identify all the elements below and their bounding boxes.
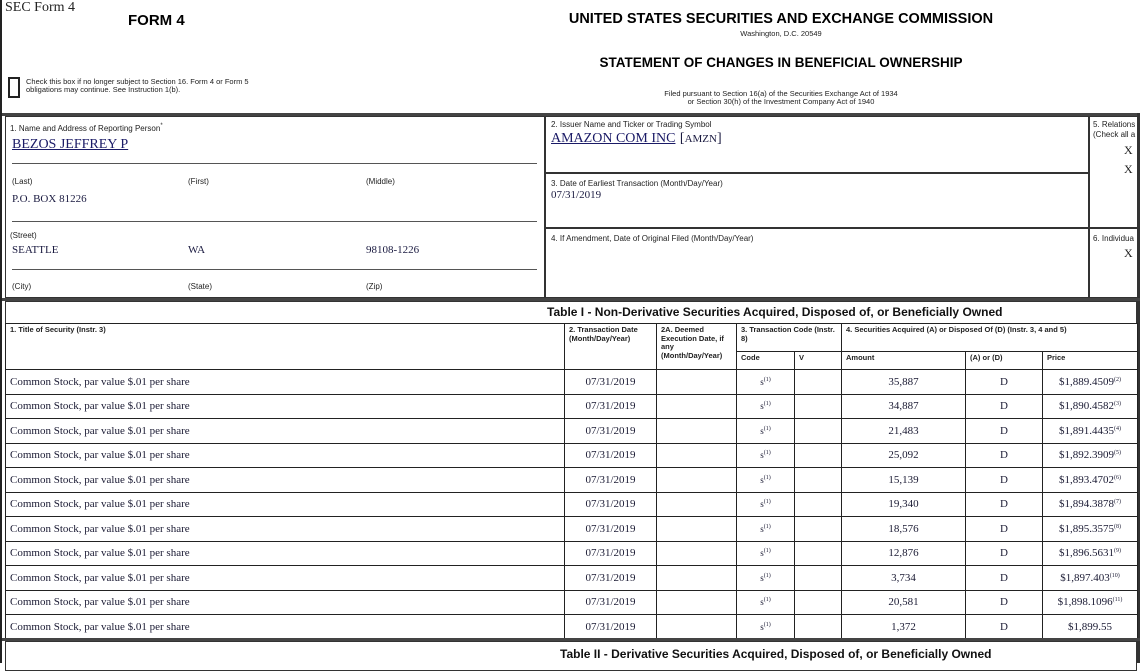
state-value: WA bbox=[188, 244, 206, 256]
individual-filing-box bbox=[1089, 228, 1140, 298]
th-v: V bbox=[795, 352, 842, 370]
street-value: P.O. BOX 81226 bbox=[12, 193, 87, 205]
transaction-code bbox=[737, 541, 795, 566]
table1-body bbox=[6, 370, 1138, 640]
security-title: Common Stock, par value $.01 per share bbox=[6, 468, 565, 493]
code-footnote[interactable]: (1) bbox=[763, 572, 771, 579]
last-label: (Last) bbox=[12, 177, 33, 186]
amendment-box bbox=[545, 228, 1089, 298]
security-title: Common Stock, par value $.01 per share bbox=[6, 443, 565, 468]
reporting-person-label bbox=[10, 123, 163, 133]
table-row bbox=[6, 370, 1138, 395]
transaction-code bbox=[737, 419, 795, 444]
price bbox=[1043, 370, 1138, 395]
relationship-box bbox=[1089, 116, 1140, 228]
security-title: Common Stock, par value $.01 per share bbox=[6, 541, 565, 566]
transaction-code bbox=[737, 443, 795, 468]
deemed-date bbox=[657, 615, 737, 640]
earliest-transaction-box bbox=[545, 173, 1089, 228]
acquired-or-disposed: D bbox=[966, 419, 1043, 444]
deemed-date bbox=[657, 517, 737, 542]
amount: 3,734 bbox=[842, 566, 966, 591]
security-title: Common Stock, par value $.01 per share bbox=[6, 615, 565, 640]
transaction-date: 07/31/2019 bbox=[565, 468, 657, 493]
price-value: $1,894.3878 bbox=[1059, 498, 1114, 511]
price-value: $1,898.1096 bbox=[1057, 596, 1113, 609]
table1-header-row bbox=[6, 324, 1138, 352]
price-footnote[interactable]: (10) bbox=[1109, 572, 1120, 579]
table-row bbox=[6, 394, 1138, 419]
ticker-symbol: AMZN bbox=[684, 133, 717, 145]
price-value: $1,892.3909 bbox=[1059, 449, 1114, 462]
city-value: SEATTLE bbox=[12, 244, 59, 256]
price bbox=[1043, 443, 1138, 468]
table1 bbox=[5, 323, 1138, 640]
transaction-date: 07/31/2019 bbox=[565, 419, 657, 444]
issuer-line bbox=[551, 129, 722, 147]
table-row bbox=[6, 541, 1138, 566]
middle-label: (Middle) bbox=[366, 177, 395, 186]
ticker-bracket-open: [ bbox=[679, 131, 685, 146]
v-flag bbox=[795, 468, 842, 493]
transaction-code bbox=[737, 615, 795, 640]
amount: 18,576 bbox=[842, 517, 966, 542]
amount: 35,887 bbox=[842, 370, 966, 395]
earliest-transaction-value: 07/31/2019 bbox=[551, 189, 602, 201]
deemed-date bbox=[657, 492, 737, 517]
price bbox=[1043, 492, 1138, 517]
amount: 34,887 bbox=[842, 394, 966, 419]
price bbox=[1043, 394, 1138, 419]
price bbox=[1043, 590, 1138, 615]
agency-location: Washington, D.C. 20549 bbox=[740, 29, 822, 38]
issuer-name-link[interactable]: AMAZON COM INC bbox=[551, 131, 676, 146]
acquired-or-disposed: D bbox=[966, 566, 1043, 591]
price bbox=[1043, 615, 1138, 640]
transaction-date: 07/31/2019 bbox=[565, 492, 657, 517]
table-row bbox=[6, 492, 1138, 517]
v-flag bbox=[795, 541, 842, 566]
statement-title: STATEMENT OF CHANGES IN BENEFICIAL OWNERSHIP bbox=[599, 55, 963, 70]
table-row bbox=[6, 517, 1138, 542]
price-value: $1,889.4509 bbox=[1059, 375, 1114, 388]
filed-pursuant-text bbox=[560, 90, 1002, 106]
table-row bbox=[6, 468, 1138, 493]
code-footnote[interactable]: (1) bbox=[763, 474, 771, 481]
code-value: s bbox=[760, 376, 764, 387]
amendment-label: 4. If Amendment, Date of Original Filed (Month/Day/Year) bbox=[551, 234, 754, 243]
th-amount: Amount bbox=[842, 352, 966, 370]
acquired-or-disposed: D bbox=[966, 492, 1043, 517]
ticker-bracket-close: ] bbox=[716, 131, 722, 146]
agency-name: UNITED STATES SECURITIES AND EXCHANGE COMMISSION bbox=[568, 11, 994, 27]
v-flag bbox=[795, 394, 842, 419]
individual-filing-label: 6. Individua bbox=[1093, 234, 1134, 243]
acquired-or-disposed: D bbox=[966, 370, 1043, 395]
deemed-date bbox=[657, 370, 737, 395]
amount: 1,372 bbox=[842, 615, 966, 640]
amount: 15,139 bbox=[842, 468, 966, 493]
price-footnote[interactable]: (7) bbox=[1114, 499, 1121, 506]
relationship-mark: X bbox=[1124, 143, 1133, 157]
v-flag bbox=[795, 615, 842, 640]
th-a-or-d: (A) or (D) bbox=[966, 352, 1043, 370]
transaction-code bbox=[737, 370, 795, 395]
v-flag bbox=[795, 492, 842, 517]
checkbox-label-line1: Check this box if no longer subject to Section 16. Form 4 or Form 5 bbox=[26, 77, 249, 86]
checkbox-label bbox=[26, 78, 249, 94]
amount: 12,876 bbox=[842, 541, 966, 566]
no-longer-subject-checkbox[interactable] bbox=[8, 77, 20, 98]
security-title: Common Stock, par value $.01 per share bbox=[6, 566, 565, 591]
individual-filing-mark: X bbox=[1124, 246, 1133, 260]
code-footnote[interactable]: (1) bbox=[763, 425, 771, 432]
code-value: s bbox=[760, 401, 764, 412]
reporting-person-label-text: 1. Name and Address of Reporting Person bbox=[10, 124, 161, 133]
th-securities: 4. Securities Acquired (A) or Disposed Of (D) (Instr. 3, 4 and 5) bbox=[842, 324, 1138, 352]
code-footnote[interactable]: (1) bbox=[763, 548, 771, 555]
acquired-or-disposed: D bbox=[966, 443, 1043, 468]
deemed-date bbox=[657, 590, 737, 615]
transaction-date: 07/31/2019 bbox=[565, 370, 657, 395]
deemed-date bbox=[657, 443, 737, 468]
v-flag bbox=[795, 370, 842, 395]
checkbox-label-line2: obligations may continue. See Instruction 1(b). bbox=[26, 85, 181, 94]
code-footnote[interactable]: (1) bbox=[763, 597, 771, 604]
th-code: Code bbox=[737, 352, 795, 370]
deemed-date bbox=[657, 468, 737, 493]
table-row bbox=[6, 566, 1138, 591]
code-value: s bbox=[760, 523, 764, 534]
earliest-transaction-label: 3. Date of Earliest Transaction (Month/Day/Year) bbox=[551, 179, 723, 188]
relationship-label-line1: 5. Relations bbox=[1093, 120, 1136, 129]
code-value: s bbox=[760, 572, 764, 583]
price bbox=[1043, 468, 1138, 493]
transaction-date: 07/31/2019 bbox=[565, 394, 657, 419]
divider bbox=[12, 163, 537, 164]
security-title: Common Stock, par value $.01 per share bbox=[6, 517, 565, 542]
amount: 25,092 bbox=[842, 443, 966, 468]
amount: 20,581 bbox=[842, 590, 966, 615]
transaction-code bbox=[737, 566, 795, 591]
table-row bbox=[6, 615, 1138, 640]
zip-label: (Zip) bbox=[366, 282, 383, 291]
code-value: s bbox=[760, 499, 764, 510]
security-title: Common Stock, par value $.01 per share bbox=[6, 492, 565, 517]
transaction-code bbox=[737, 492, 795, 517]
th-deemed-date: 2A. Deemed Execution Date, if any (Month/Day/Year) bbox=[657, 324, 737, 370]
code-footnote[interactable]: (1) bbox=[763, 621, 771, 628]
price bbox=[1043, 419, 1138, 444]
price bbox=[1043, 541, 1138, 566]
acquired-or-disposed: D bbox=[966, 517, 1043, 542]
code-value: s bbox=[760, 474, 764, 485]
v-flag bbox=[795, 419, 842, 444]
table-row bbox=[6, 419, 1138, 444]
price-footnote[interactable]: (5) bbox=[1114, 450, 1121, 457]
price bbox=[1043, 566, 1138, 591]
price bbox=[1043, 517, 1138, 542]
form-title: FORM 4 bbox=[128, 12, 185, 29]
transaction-code bbox=[737, 394, 795, 419]
acquired-or-disposed: D bbox=[966, 615, 1043, 640]
code-value: s bbox=[760, 621, 764, 632]
transaction-date: 07/31/2019 bbox=[565, 615, 657, 640]
th-transaction-date: 2. Transaction Date (Month/Day/Year) bbox=[565, 324, 657, 370]
price-footnote[interactable]: (8) bbox=[1114, 523, 1121, 530]
city-label: (City) bbox=[12, 282, 32, 291]
table2-title: Table II - Derivative Securities Acquired, Disposed of, or Beneficially Owned bbox=[560, 647, 992, 661]
price-value: $1,896.5631 bbox=[1059, 547, 1114, 560]
th-transaction-code: 3. Transaction Code (Instr. 8) bbox=[737, 324, 842, 352]
code-footnote[interactable]: (1) bbox=[763, 523, 771, 530]
th-price: Price bbox=[1043, 352, 1138, 370]
table-row bbox=[6, 590, 1138, 615]
code-footnote[interactable]: (1) bbox=[763, 450, 771, 457]
code-value: s bbox=[760, 425, 764, 436]
table1-title: Table I - Non-Derivative Securities Acquired, Disposed of, or Beneficially Owned bbox=[547, 305, 1003, 319]
code-footnote[interactable]: (1) bbox=[763, 401, 771, 408]
transaction-code bbox=[737, 468, 795, 493]
code-value: s bbox=[760, 450, 764, 461]
price-value: $1,895.3575 bbox=[1059, 522, 1114, 535]
deemed-date bbox=[657, 419, 737, 444]
price-footnote[interactable]: (4) bbox=[1114, 425, 1121, 432]
acquired-or-disposed: D bbox=[966, 394, 1043, 419]
price-value: $1,893.4702 bbox=[1059, 473, 1114, 486]
acquired-or-disposed: D bbox=[966, 590, 1043, 615]
page-caption: SEC Form 4 bbox=[5, 0, 76, 15]
transaction-code bbox=[737, 590, 795, 615]
price-footnote[interactable]: (2) bbox=[1114, 376, 1121, 383]
acquired-or-disposed: D bbox=[966, 541, 1043, 566]
deemed-date bbox=[657, 566, 737, 591]
amount: 19,340 bbox=[842, 492, 966, 517]
divider bbox=[12, 221, 537, 222]
code-footnote[interactable]: (1) bbox=[763, 499, 771, 506]
transaction-date: 07/31/2019 bbox=[565, 541, 657, 566]
amount: 21,483 bbox=[842, 419, 966, 444]
acquired-or-disposed: D bbox=[966, 468, 1043, 493]
transaction-date: 07/31/2019 bbox=[565, 566, 657, 591]
zip-value: 98108-1226 bbox=[366, 244, 420, 256]
price-footnote[interactable]: (6) bbox=[1114, 474, 1121, 481]
v-flag bbox=[795, 566, 842, 591]
code-value: s bbox=[760, 597, 764, 608]
price-value: $1,891.4435 bbox=[1059, 424, 1114, 437]
street-label: (Street) bbox=[10, 231, 37, 240]
transaction-date: 07/31/2019 bbox=[565, 443, 657, 468]
v-flag bbox=[795, 443, 842, 468]
filed-line1: Filed pursuant to Section 16(a) of the Securities Exchange Act of 1934 bbox=[664, 89, 898, 98]
deemed-date bbox=[657, 541, 737, 566]
issuer-label: 2. Issuer Name and Ticker or Trading Symbol bbox=[551, 120, 712, 129]
th-title-of-security: 1. Title of Security (Instr. 3) bbox=[6, 324, 565, 370]
divider bbox=[12, 269, 537, 270]
code-footnote[interactable]: (1) bbox=[763, 376, 771, 383]
filed-line2: or Section 30(h) of the Investment Company Act of 1940 bbox=[687, 97, 875, 106]
relationship-mark: X bbox=[1124, 162, 1133, 176]
price-footnote[interactable]: (9) bbox=[1114, 548, 1121, 555]
v-flag bbox=[795, 517, 842, 542]
security-title: Common Stock, par value $.01 per share bbox=[6, 419, 565, 444]
security-title: Common Stock, par value $.01 per share bbox=[6, 370, 565, 395]
security-title: Common Stock, par value $.01 per share bbox=[6, 590, 565, 615]
reporting-person-box bbox=[5, 116, 545, 298]
price-value: $1,897.403 bbox=[1060, 571, 1110, 584]
reporting-person-name-link[interactable]: BEZOS JEFFREY P bbox=[12, 137, 129, 152]
relationship-label-line2: (Check all a bbox=[1093, 130, 1136, 139]
state-label: (State) bbox=[188, 282, 213, 291]
transaction-code bbox=[737, 517, 795, 542]
page-left-border bbox=[0, 0, 2, 663]
issuer-box bbox=[545, 116, 1089, 173]
security-title: Common Stock, par value $.01 per share bbox=[6, 394, 565, 419]
price-footnote[interactable]: (3) bbox=[1114, 401, 1121, 408]
code-value: s bbox=[760, 548, 764, 559]
price-value: $1,890.4582 bbox=[1059, 400, 1114, 413]
v-flag bbox=[795, 590, 842, 615]
transaction-date: 07/31/2019 bbox=[565, 517, 657, 542]
deemed-date bbox=[657, 394, 737, 419]
price-value: $1,899.55 bbox=[1068, 620, 1112, 633]
table-row bbox=[6, 443, 1138, 468]
first-label: (First) bbox=[188, 177, 209, 186]
transaction-date: 07/31/2019 bbox=[565, 590, 657, 615]
price-footnote[interactable]: (11) bbox=[1112, 597, 1123, 604]
reporting-person-asterisk: * bbox=[160, 123, 163, 129]
